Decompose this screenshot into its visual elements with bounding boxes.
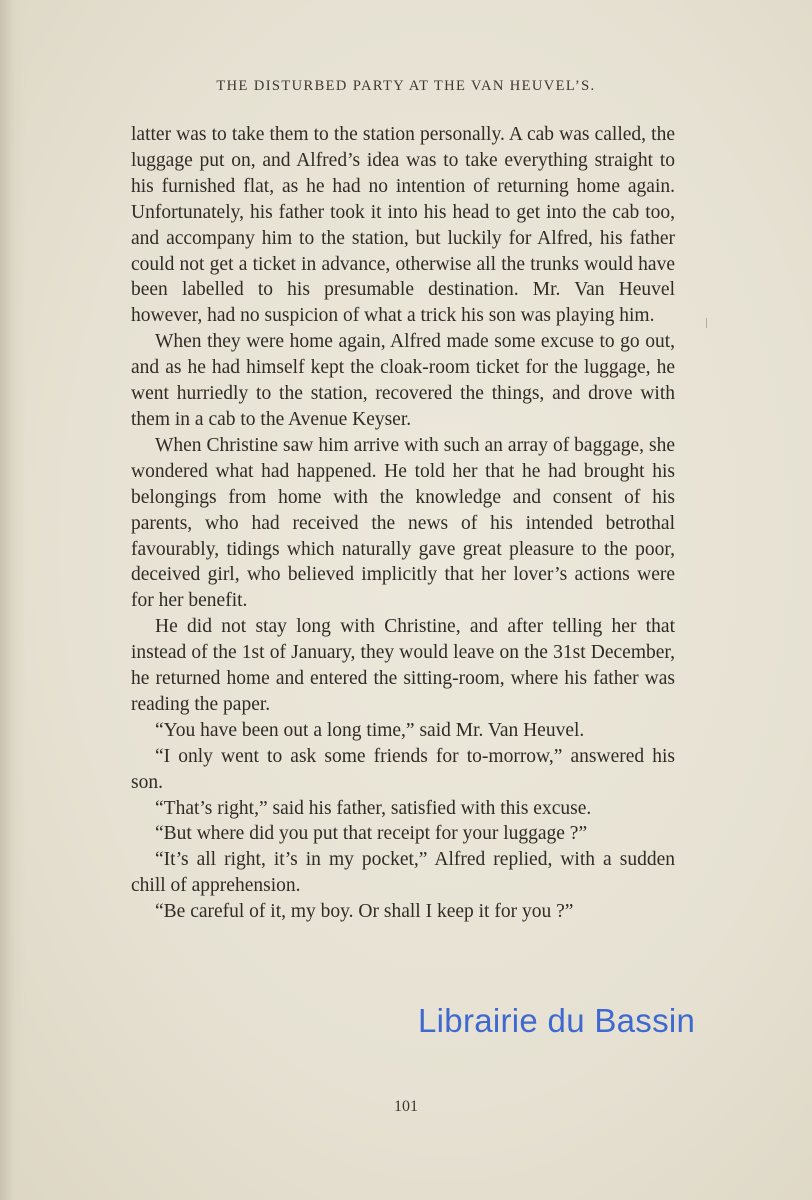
dialogue-line: “That’s right,” said his father, satisfied with this excuse. <box>155 797 592 819</box>
body-text <box>131 122 675 925</box>
dialogue-line: “Be careful of it, my boy. Or shall I keep it for you ?” <box>155 901 574 923</box>
dialogue-line: “It’s all right, it’s in my pocket,” Alfred replied, with a sudden chill of apprehension. <box>131 849 675 897</box>
page-number: 101 <box>394 1098 418 1115</box>
dialogue-line: “You have been out a long time,” said Mr. Van Heuvel. <box>155 719 585 741</box>
dialogue-line: “But where did you put that receipt for your luggage ?” <box>155 823 588 845</box>
running-head: THE DISTURBED PARTY AT THE VAN HEUVEL’S. <box>216 78 596 94</box>
paragraph: He did not stay long with Christine, and after telling her that instead of the 1st of January, they would leave on the 31st December, he returned home and entered the sitting-room, where his father was reading the paper. <box>131 616 675 715</box>
watermark: Librairie du Bassin <box>418 1002 696 1039</box>
paragraph-continued: latter was to take them to the station personally. A cab was called, the luggage put on, and Alfred’s idea was to take everything straight to his furnished flat, as he had no intention of returning home again. Unfortunately, his father took it into his head to get into the cab too, and accompany him to the station, but luckily for Alfred, his father could not get a ticket in advance, otherwise all the trunks would have been labelled to his presumable destination. Mr. Van Heuvel however, had no suspicion of what a trick his son was playing him. <box>131 124 675 327</box>
dialogue-line: “I only went to ask some friends for to-morrow,” answered his son. <box>131 745 675 793</box>
paragraph: When Christine saw him arrive with such an array of baggage, she wondered what had happened. He told her that he had brought his belongings from home with the knowledge and consent of his parents, who had received the news of his intended betrothal favourably, tidings which naturally gave great pleasure to the poor, deceived girl, who believed implicitly that her lover’s actions were for her benefit. <box>131 434 675 612</box>
margin-mark <box>706 318 707 328</box>
paragraph: When they were home again, Alfred made some excuse to go out, and as he had himself kept the cloak-room ticket for the luggage, he went hurriedly to the station, recovered the things, and drove with them in a cab to the Avenue Keyser. <box>131 331 675 430</box>
gutter-shadow <box>0 0 26 1200</box>
